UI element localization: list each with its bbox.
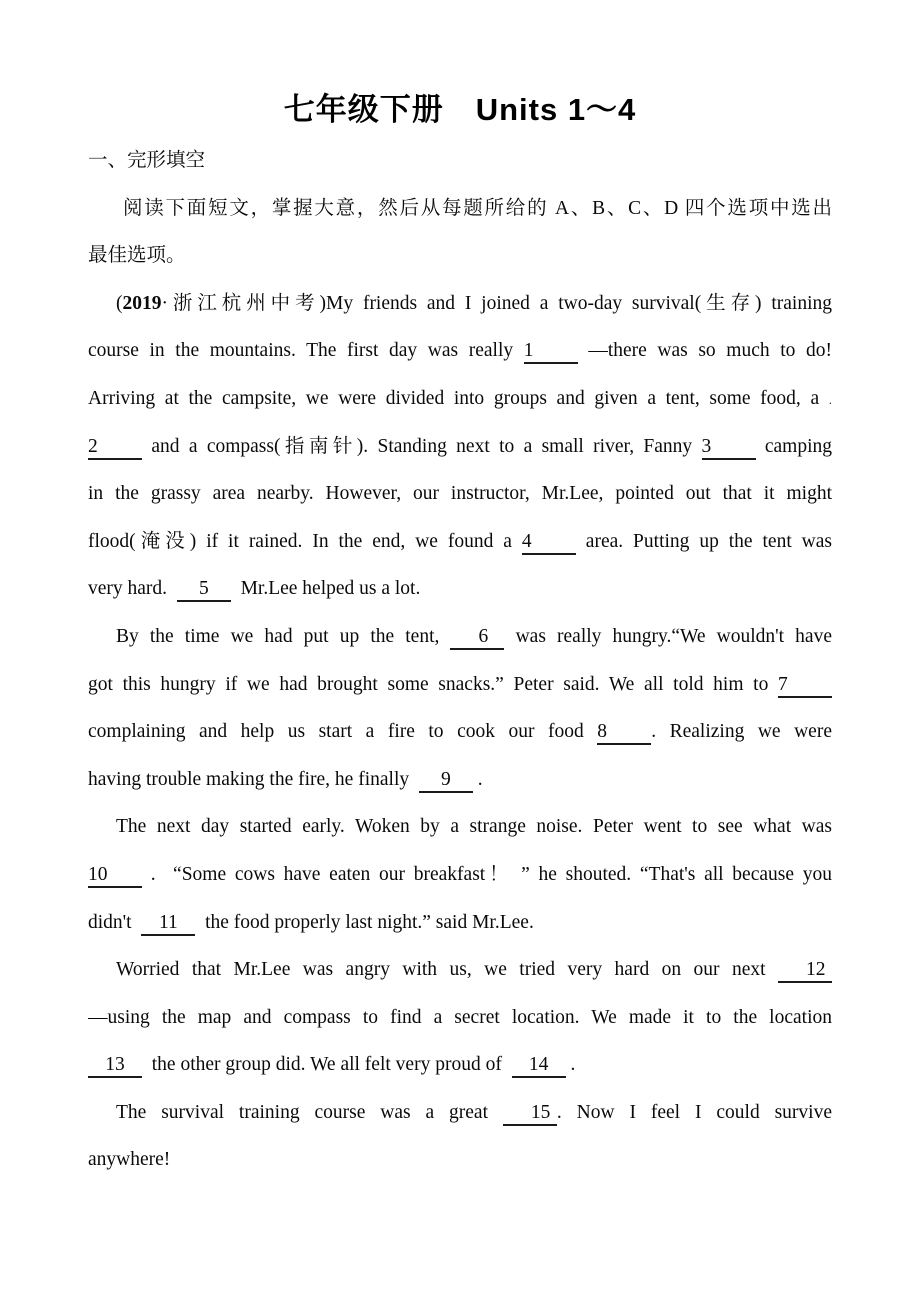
passage-line-17 bbox=[88, 1041, 832, 1089]
cloze-blank-1: 1 bbox=[524, 339, 578, 364]
text-run: very hard. bbox=[88, 578, 177, 600]
cloze-blank-4: 4 bbox=[522, 530, 576, 555]
text-run: Worried that Mr.Lee was angry with us, we tried very hard on our next bbox=[116, 959, 778, 981]
passage-line-10 bbox=[88, 708, 832, 756]
text-run: ( bbox=[116, 292, 123, 314]
passage-line-4 bbox=[88, 423, 832, 471]
cloze-blank-2: 2 bbox=[88, 435, 142, 460]
text-run: . bbox=[472, 768, 483, 790]
passage-line-8 bbox=[88, 613, 832, 661]
text-run: 阅读下面短文，掌握大意，然后从每题所给的 A、B、C、D 四个选项中选出 bbox=[123, 197, 832, 219]
text-run: and a compass(指南针). Standing next to a small river, Fanny bbox=[142, 435, 702, 457]
cloze-blank-11: 11 bbox=[141, 911, 195, 936]
cloze-blank-6: 6 bbox=[450, 625, 504, 650]
text-run: . bbox=[565, 1054, 576, 1076]
passage-line-11 bbox=[88, 756, 832, 804]
instructions-line-1 bbox=[88, 185, 832, 233]
text-run: Mr.Lee helped us a lot. bbox=[230, 578, 421, 600]
cloze-blank-7: 7 bbox=[778, 673, 832, 698]
passage-line-18 bbox=[88, 1089, 832, 1137]
text-run: having trouble making the fire, he finally bbox=[88, 768, 419, 790]
cloze-blank-13: 13 bbox=[88, 1053, 142, 1078]
passage-line-19 bbox=[88, 1136, 832, 1184]
text-run: flood(淹没) if it rained. In the end, we found a bbox=[88, 530, 522, 552]
cloze-passage bbox=[88, 137, 832, 1184]
text-run: By the time we had put up the tent, bbox=[116, 625, 451, 647]
text-run: the other group did. We all felt very proud of bbox=[142, 1054, 512, 1076]
passage-line-7 bbox=[88, 565, 832, 613]
cloze-blank-15: 15 bbox=[503, 1101, 557, 1126]
section-heading bbox=[88, 137, 832, 185]
text-run: in the grassy area nearby. However, our instructor, Mr.Lee, pointed out that it might bbox=[88, 483, 832, 505]
passage-line-15 bbox=[88, 946, 832, 994]
passage-line-5 bbox=[88, 470, 832, 518]
stray-dot-mark: . bbox=[828, 391, 832, 407]
passage-line-3 bbox=[88, 375, 832, 423]
cloze-blank-5: 5 bbox=[177, 577, 231, 602]
cloze-blank-9: 9 bbox=[419, 768, 473, 793]
text-run: course in the mountains. The first day was really bbox=[88, 340, 524, 362]
passage-line-16 bbox=[88, 994, 832, 1042]
text-run: anywhere! bbox=[88, 1149, 171, 1171]
text-run: The survival training course was a great bbox=[116, 1101, 503, 1123]
text-run: —using the map and compass to find a secret location. We made it to the location bbox=[88, 1006, 832, 1028]
text-run: the food properly last night.” said Mr.Lee. bbox=[195, 911, 534, 933]
text-run: . Now I feel I could survive bbox=[556, 1101, 832, 1123]
text-run: 一、完形填空 bbox=[88, 150, 206, 171]
text-run: —there was so much to do! bbox=[577, 340, 832, 362]
text-run: . “Some cows have eaten our breakfast！ ” he shouted. “That's all because you bbox=[142, 863, 832, 885]
passage-line-1 bbox=[88, 280, 832, 328]
cloze-blank-12: 12 bbox=[778, 958, 832, 983]
text-run: camping bbox=[755, 435, 832, 457]
text-run: . Realizing we were bbox=[651, 721, 832, 743]
passage-line-13 bbox=[88, 851, 832, 899]
passage-line-12 bbox=[88, 803, 832, 851]
cloze-blank-10: 10 bbox=[88, 863, 142, 888]
text-run: didn't bbox=[88, 911, 142, 933]
cloze-blank-14: 14 bbox=[512, 1053, 566, 1078]
cloze-blank-3: 3 bbox=[702, 435, 756, 460]
cloze-blank-8: 8 bbox=[597, 720, 651, 745]
passage-line-6 bbox=[88, 518, 832, 566]
passage-line-9 bbox=[88, 661, 832, 709]
text-run: area. Putting up the tent was bbox=[575, 530, 832, 552]
text-run: ·浙江杭州中考)My friends and I joined a two-day survival(生存) training bbox=[161, 292, 832, 314]
instructions-line-2 bbox=[88, 232, 832, 280]
text-run: was really hungry.“We wouldn't have bbox=[504, 625, 832, 647]
passage-line-14 bbox=[88, 899, 832, 947]
text-run: 最佳选项。 bbox=[88, 245, 186, 267]
text-run: complaining and help us start a fire to cook our food bbox=[88, 721, 598, 743]
text-run: got this hungry if we had brought some snacks.” Peter said. We all told him to bbox=[88, 673, 778, 695]
text-run: The next day started early. Woken by a strange noise. Peter went to see what was bbox=[116, 816, 832, 838]
bold-text-run: 2019 bbox=[122, 292, 162, 314]
text-run: Arriving at the campsite, we were divided into groups and given a tent, some food, a bbox=[88, 387, 829, 409]
passage-line-2 bbox=[88, 327, 832, 375]
page-title: 七年级下册 Units 1～4 bbox=[283, 92, 637, 127]
